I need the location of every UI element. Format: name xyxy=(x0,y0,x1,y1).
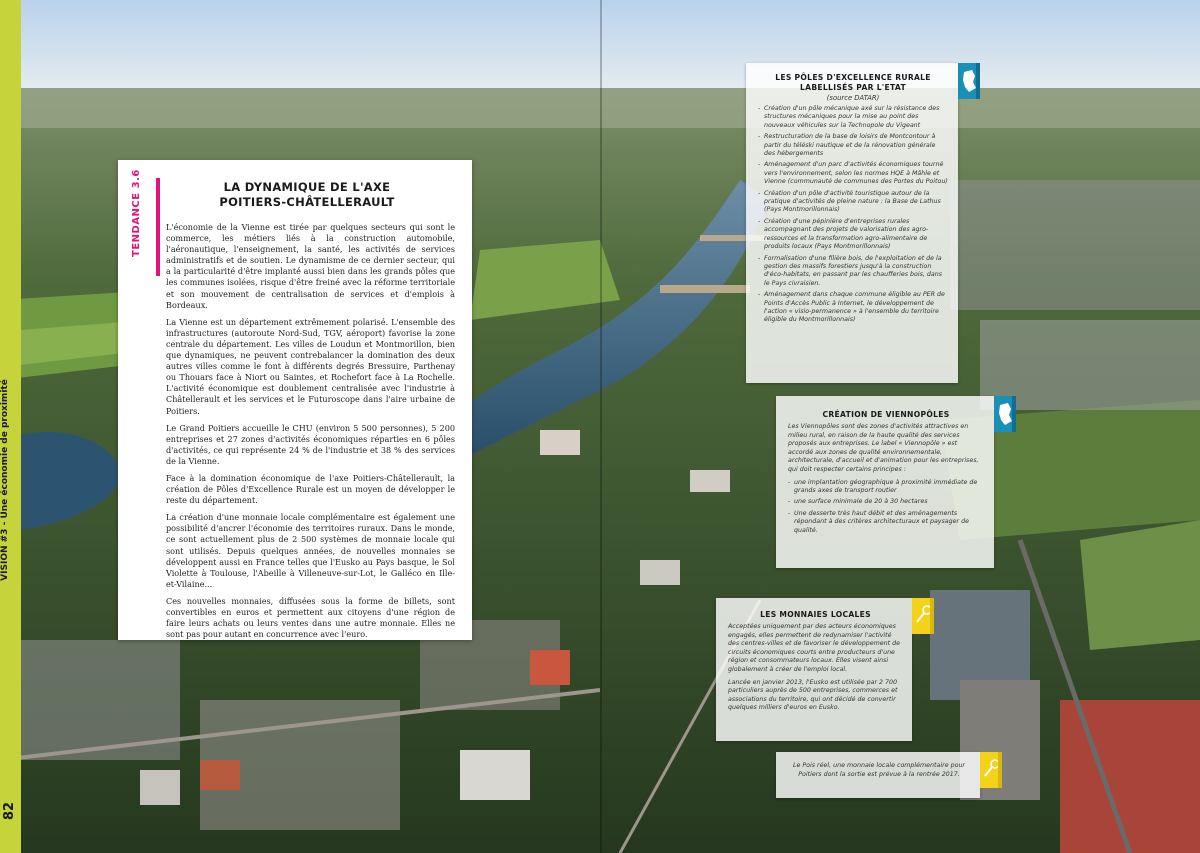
article-paragraph: La Vienne est un département extrêmement polarisé. L'ensemble des infrastructures (autoroute Nord-Sud, TGV, aéroport) favorise la zone centrale du département. Les villes de Loudun et Montmorillon, bien que dynamiques, ne peuvent contrebalancer la domination des deux autres villes comme le font à différents degrés Bressuire, Parthenay ou Thouars face à Niort ou Saintes, et Rochefort face à La Rochelle. L'activité économique est doublement centralisée avec l'industrie à Châtellerault et les services et le Futuroscope dans l'aire urbaine de Poitiers. xyxy=(166,316,455,416)
chapter-label: VISION #3 - Une économie de proximité xyxy=(0,379,10,581)
monnaies-paragraph: Acceptées uniquement par des acteurs économiques engagés, elles permettent de redynamiser l'activité des centres-villes et de favoriser le développement de circuits économiques courts entre producteurs d'une région et consommateurs locaux. Elles visent ainsi globalement à créer de l'emploi local. xyxy=(728,623,900,673)
article-title xyxy=(166,180,448,210)
list-item: - Aménagement d'un parc d'activités économiques tourné vers l'environnement, selon les normes HQE à Mâhle et Vienne (communauté de communes des Portes du Poitou) xyxy=(758,161,948,186)
monnaies-paragraph: Lancée en janvier 2013, l'Eusko est utilisée par 2 700 particuliers auprès de 500 entreprises, commerces et associations du territoire, qui ont décidé de convertir quelques milliers d'euros en Eusko. xyxy=(728,678,898,712)
tendance-label: TENDANCE 3.6 xyxy=(131,169,142,257)
monnaies-title: LES MONNAIES LOCALES xyxy=(760,610,871,619)
list-item: - une surface minimale de 20 à 30 hectares xyxy=(788,498,984,506)
article-paragraph: L'économie de la Vienne est tirée par quelques secteurs qui sont le commerce, les métiers liés à la construction automobile, l'aéronautique, l'enseignement, la santé, les activités de services administratifs et de soutien. Le dynamisme de ce dernier secteur, qui a la particularité d'être implanté aussi bien dans les grands pôles que les communes isolées, risque d'être freiné avec la réforme territoriale et son mouvement de centralisation de services et d'emplois à Bordeaux. xyxy=(166,222,455,310)
viennopoles-box xyxy=(776,396,994,568)
poles-excellence-box xyxy=(746,63,958,383)
viennopoles-intro: Les Viennopôles sont des zones d'activités attractives en milieu rural, en raison de la haute qualité des services proposés aux entreprises. Le label « Viennopôle » est accordé aux zones de qualité environnementale, architecturale, d'accueil et d'animation pour les entreprises, qui doit respecter certains principes : xyxy=(788,423,979,473)
article-title-line2: POITIERS-CHÂTELLERAULT xyxy=(219,195,395,209)
list-item: - Une desserte très haut débit et des aménagements répondant à des critères architecturaux et paysager de qualité. xyxy=(788,510,984,535)
list-item: - Formalisation d'une filière bois, de l'exploitation et de la gestion des massifs forestiers jusqu'à la construction d'éco-habitats, en passant par les chaufferies bois, dans le Pays civraisien. xyxy=(758,255,948,289)
tendance-accent-bar xyxy=(156,178,160,276)
monnaies-locales-box xyxy=(716,598,912,741)
article-paragraph: Face à la domination économique de l'axe Poitiers-Châtellerault, la création de Pôles d'Excellence Rurale est un moyen de développer le reste du département. xyxy=(166,472,455,506)
article-body xyxy=(166,222,455,646)
article-card xyxy=(118,160,472,640)
badge-accent-bar xyxy=(1012,396,1016,432)
list-item: - Création d'un pôle mécanique axé sur la résistance des structures mécaniques pour la mise au point des nouveaux véhicules sur la Technopole du Vigeant xyxy=(758,105,948,130)
article-paragraph: Le Grand Poitiers accueille le CHU (environ 5 500 personnes), 5 200 entreprises et 27 zones d'activités économiques réparties en 6 pôles d'activités, ce qui représente 24 % de l'industrie et 38 % des services de la Vienne. xyxy=(166,422,455,466)
viennopoles-title: CRÉATION DE VIENNOPÔLES xyxy=(822,410,950,419)
pois-reel-box xyxy=(776,752,980,798)
page-gutter xyxy=(600,0,602,853)
badge-accent-bar xyxy=(998,752,1002,788)
list-item: - une implantation géographique à proximité immédiate de grands axes de transport routier xyxy=(788,479,984,496)
poles-list xyxy=(758,105,948,325)
list-item: - Aménagement dans chaque commune éligible au PER de Points d'Accès Public à Internet, le développement de l'action « visio-permanence » à l'ensemble du territoire éligible du Montmorillonnais) xyxy=(758,291,948,325)
list-item: - Création d'une pépinière d'entreprises rurales accompagnant des projets de valorisation des agro-ressources et la transformation agro-alimentaire de produits locaux (Pays Montmorillonnais) xyxy=(758,218,948,252)
badge-accent-bar xyxy=(976,63,980,99)
pois-reel-text: Le Pois réel, une monnaie locale complémentaire pour Poitiers dont la sortie est prévue à la rentrée 2017. xyxy=(792,762,966,778)
poles-title-line2: LABELLISÉS PAR L'ETAT xyxy=(800,83,906,92)
article-title-line1: LA DYNAMIQUE DE L'AXE xyxy=(223,180,391,194)
badge-accent-bar xyxy=(930,598,934,634)
poles-source: (source DATAR) xyxy=(826,94,880,102)
page-number: 82 xyxy=(2,801,17,820)
list-item: - Restructuration de la base de loisirs de Montcontour à partir du téléski nautique et de la rénovation générale des hébergements xyxy=(758,133,948,158)
poles-box-title xyxy=(758,73,948,93)
article-paragraph: La création d'une monnaie locale complémentaire est également une possibilité d'ancrer l'économie des territoires ruraux. Dans le monde, ce sont actuellement plus de 2 500 systèmes de monnaie locale qui sont utilisés. Depuis quelques années, de nouvelles monnaies se développent aussi en France telles que l'Eusko au Pays basque, le Sol Violette à Toulouse, l'Abeille à Villeneuve-sur-Lot, le Galléco en Ille-et-Vilaine... xyxy=(166,512,455,589)
tendance-tab xyxy=(118,160,160,278)
viennopoles-list xyxy=(788,479,984,535)
article-paragraph: Ces nouvelles monnaies, diffusées sous la forme de billets, sont convertibles en euros et permettent aux citoyens d'une région de faire leurs achats ou leurs ventes dans une autre monnaie. Elles ne sont pas pour autant en concurrence avec l'euro. xyxy=(166,595,455,640)
list-item: - Création d'un pôle d'activité touristique autour de la pratique d'activités de pleine nature : la Base de Lathus (Pays Montmorillonnais) xyxy=(758,190,948,215)
poles-title-line1: LES PÔLES D'EXCELLENCE RURALE xyxy=(775,73,931,82)
